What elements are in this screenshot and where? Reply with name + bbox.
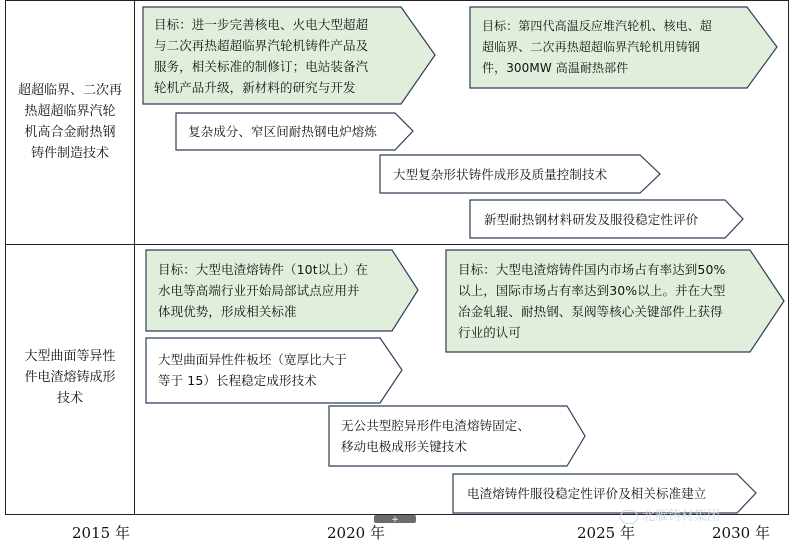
text-line: 目标：进一步完善核电、火电大型超超 <box>154 17 369 32</box>
text-line: 目标：第四代高温反应堆汽轮机、核电、超 <box>482 19 712 33</box>
text-line: 冶金轧辊、耐热钢、泵阀等核心关键部件上获得 <box>458 304 723 319</box>
watermark-text: 北雁铸材集团 <box>642 509 721 524</box>
text-line: 无公共型腔异形件电渣熔铸固定、 <box>341 418 531 433</box>
row2-label <box>6 346 134 409</box>
row1-label-line: 热超超临界汽轮 <box>24 104 116 119</box>
text-line: 目标：大型电渣熔铸件国内市场占有率达到50% <box>458 262 726 277</box>
watermark <box>620 505 720 524</box>
text-line: 大型复杂形状铸件成形及质量控制技术 <box>393 167 608 182</box>
year-2015: 2015 年 <box>72 524 130 542</box>
row1-label-line: 机高合金耐热钢 <box>24 125 116 140</box>
row2-task-3-text <box>467 483 706 504</box>
text-line: 等于 15）长程稳定成形技术 <box>158 373 317 388</box>
row1-label <box>6 80 134 164</box>
text-line: 体现优势，形成相关标准 <box>158 304 297 319</box>
row2-target-near-text <box>158 259 368 322</box>
text-line: 移动电极成形关键技术 <box>341 439 468 454</box>
svg-text:+: + <box>391 515 399 525</box>
text-line: 复杂成分、窄区间耐热钢电炉熔炼 <box>188 124 378 139</box>
year-2030: 2030 年 <box>712 524 770 542</box>
row1-label-line: 铸件制造技术 <box>30 146 109 161</box>
year-2025: 2025 年 <box>577 524 635 542</box>
row2-label-line: 大型曲面等异性 <box>24 349 116 364</box>
text-line: 大型曲面异性件板坯（宽厚比大于 <box>158 352 348 367</box>
text-line: 行业的认可 <box>458 325 522 340</box>
row2-target-far-text <box>458 259 725 343</box>
row2-task-2-text <box>341 415 530 457</box>
row1-task-3-text <box>484 209 698 230</box>
text-line: 服务，相关标准的制修订；电站装备汽 <box>154 59 369 74</box>
text-line: 水电等高端行业开始局部试点应用并 <box>158 283 360 298</box>
row2-label-line: 技术 <box>56 391 83 406</box>
text-line: 以上，国际市场占有率达到30%以上。并在大型 <box>458 283 726 298</box>
row1-target-near-text <box>154 14 368 98</box>
row1-target-far-text <box>482 16 712 79</box>
text-line: 新型耐热钢材料研发及服役稳定性评价 <box>484 212 699 227</box>
row1-task-2-text <box>393 164 607 185</box>
year-2020: 2020 年 <box>327 524 385 542</box>
text-line: 轮机产品升级，新材料的研究与开发 <box>154 80 356 95</box>
row1-task-1-text <box>188 121 377 142</box>
text-line: 目标：大型电渣熔铸件（10t以上）在 <box>158 262 369 277</box>
row2-label-line: 件电渣熔铸成形 <box>24 370 116 385</box>
text-line: 与二次再热超超临界汽轮机铸件产品及 <box>154 38 369 53</box>
text-line: 件，300MW 高温耐热部件 <box>482 61 629 75</box>
row2-task-1-text <box>158 349 347 391</box>
text-line: 电渣熔铸件服役稳定性评价及相关标准建立 <box>467 486 707 501</box>
text-line: 超临界、二次再热超超临界汽轮机用铸钢 <box>482 40 700 54</box>
wechat-icon <box>620 510 638 524</box>
row1-label-line: 超超临界、二次再 <box>17 83 122 98</box>
